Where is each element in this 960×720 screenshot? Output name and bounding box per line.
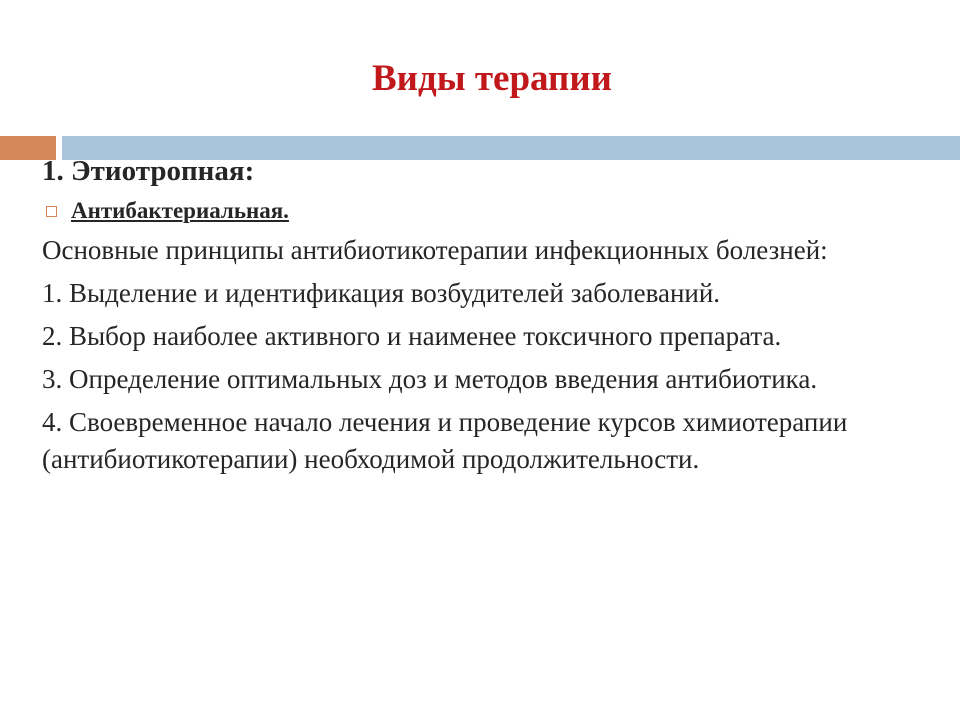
slide-content <box>42 150 942 484</box>
square-bullet-icon <box>46 206 57 217</box>
principle-2: 2. Выбор наиболее активного и наименее токсичного препарата. <box>42 321 782 351</box>
principle-4: 4. Своевременное начало лечения и проведение курсов химиотерапии (антибиотикотерапии) необходимой продолжительности. <box>42 407 848 474</box>
bullet-label: Антибактериальная. <box>71 198 289 223</box>
section-heading: 1. Этиотропная: <box>42 155 255 187</box>
slide-title: Виды терапии <box>372 58 612 99</box>
principle-1: 1. Выделение и идентификация возбудителей заболеваний. <box>42 278 721 308</box>
principle-3: 3. Определение оптимальных доз и методов введения антибиотика. <box>42 364 818 394</box>
principles-intro: Основные принципы антибиотикотерапии инфекционных болезней: <box>42 235 828 265</box>
bullet-item <box>42 194 942 228</box>
